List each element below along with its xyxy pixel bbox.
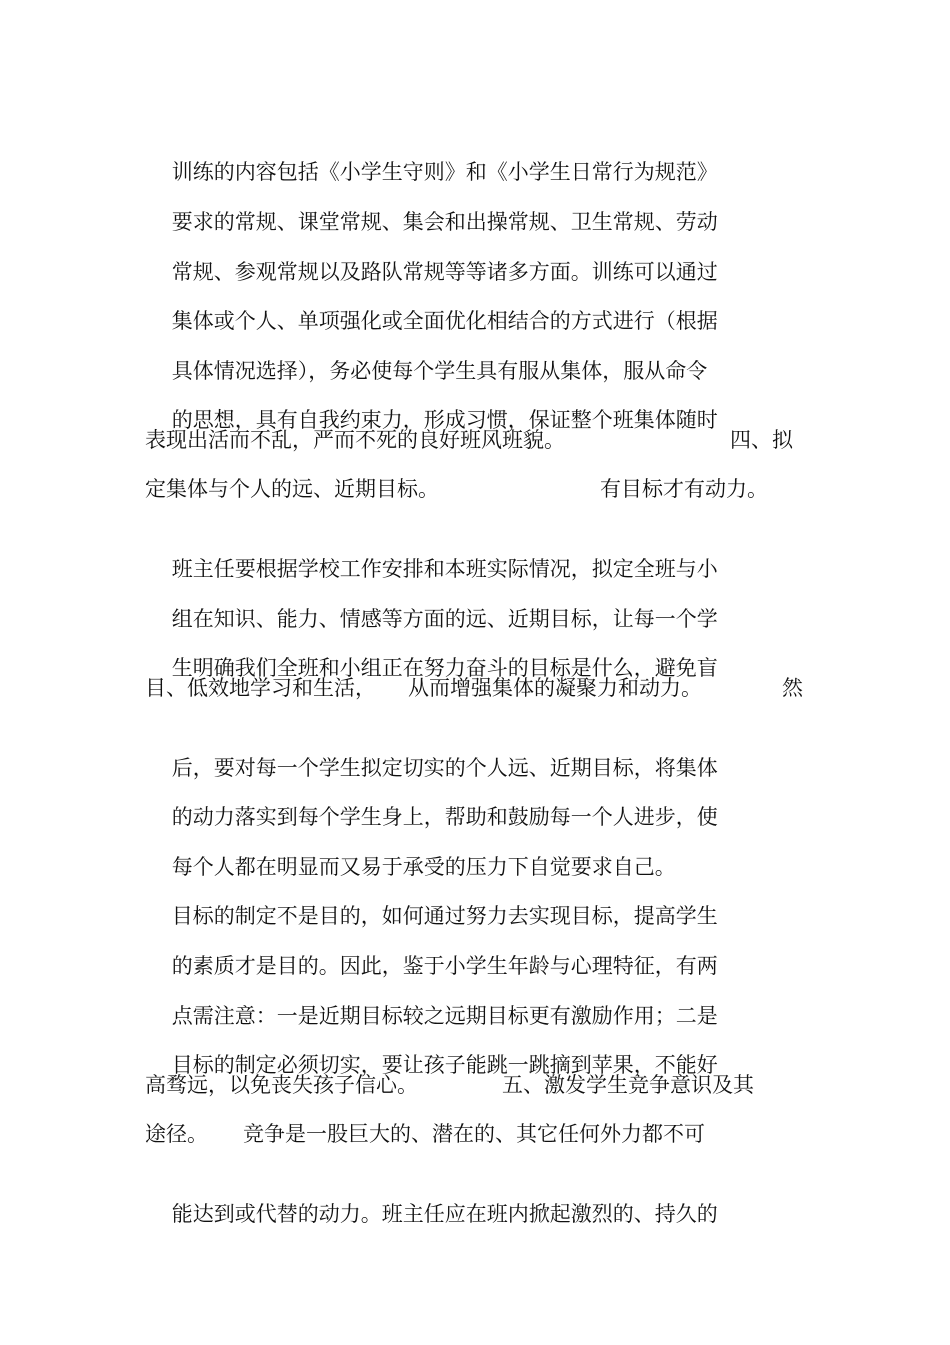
- text-line: [145, 822, 676, 879]
- text-line: [145, 1169, 718, 1226]
- text-line-content: 途径。: [145, 1122, 208, 1146]
- text-line-content: 班主任要根据学校工作安排和本班实际情况，拟定全班与小: [171, 557, 718, 581]
- text-line-content: 要求的常规、课堂常规、集会和出操常规、卫生常规、劳动: [171, 210, 718, 234]
- text-line-rest: 竞争是一股巨大的、潜在的、其它任何外力都不可: [243, 1122, 705, 1146]
- text-line-middle: 从而增强集体的凝聚力和动力。: [408, 676, 702, 700]
- text-line-content: 表现出活而不乱，严而不死的良好班风班貌。: [145, 428, 565, 452]
- text-line-content: 组在知识、能力、情感等方面的远、近期目标，让每一个学: [171, 607, 718, 631]
- text-line-content: 点需注意：一是近期目标较之远期目标更有激励作用；二是: [171, 1004, 718, 1028]
- text-line: [145, 276, 718, 333]
- text-line: [145, 623, 718, 680]
- text-line: [145, 673, 810, 703]
- text-line-content: 的动力落实到每个学生身上，帮助和鼓励每一个人进步，使: [171, 805, 718, 829]
- text-line: [145, 723, 718, 780]
- text-line-content: 集体或个人、单项强化或全面优化相结合的方式进行（根据: [171, 309, 718, 333]
- section-heading-five: 五、激发学生竞争意识及其: [502, 1073, 754, 1097]
- section-heading-four: 四、拟: [730, 428, 793, 452]
- text-line: [145, 425, 805, 455]
- text-line: [145, 1020, 718, 1077]
- text-line-end: 然: [782, 676, 803, 700]
- text-line: [145, 474, 785, 504]
- text-line-content: 训练的内容包括《小学生守则》和《小学生日常行为规范》: [171, 160, 718, 184]
- text-line-content: 定集体与个人的远、近期目标。: [145, 477, 439, 501]
- text-line: [145, 326, 708, 383]
- text-line: [145, 574, 718, 631]
- text-line: [145, 921, 718, 978]
- text-line: [145, 1119, 765, 1149]
- text-line-content: 目标的制定必须切实，要让孩子能跳一跳摘到苹果，不能好: [171, 1053, 718, 1077]
- text-line-content: 的素质才是目的。因此，鉴于小学生年龄与心理特征，有两: [171, 954, 718, 978]
- text-line: [145, 1070, 785, 1100]
- text-line: [145, 177, 718, 234]
- text-line-content: 生明确我们全班和小组正在努力奋斗的目标是什么，避免盲: [171, 656, 718, 680]
- text-line-content: 后，要对每一个学生拟定切实的个人远、近期目标，将集体: [171, 756, 718, 780]
- text-line: [145, 871, 718, 928]
- text-line-content: 的思想，具有自我约束力，形成习惯，保证整个班集体随时: [171, 408, 718, 432]
- text-line: [145, 375, 718, 432]
- text-line-content: 目、低效地学习和生活，: [145, 676, 376, 700]
- text-line: [145, 127, 718, 184]
- text-line-content: 能达到或代替的动力。班主任应在班内掀起激烈的、持久的: [171, 1202, 718, 1226]
- text-line-content: 高骛远，以免丧失孩子信心。: [145, 1073, 418, 1097]
- text-line-content: 常规、参观常规以及路队常规等等诸多方面。训练可以通过: [171, 260, 718, 284]
- text-line: [145, 971, 718, 1028]
- text-line: [145, 227, 718, 284]
- text-line: [145, 772, 718, 829]
- text-line-content: 目标的制定不是目的，如何通过努力去实现目标，提高学生: [171, 904, 718, 928]
- text-line-content: 具体情况选择），务必使每个学生具有服从集体，服从命令: [171, 359, 708, 383]
- text-line-content: 每个人都在明显而又易于承受的压力下自觉要求自己。: [171, 855, 676, 879]
- text-line: [145, 524, 718, 581]
- goal-sentence: 有目标才有动力。: [600, 477, 768, 501]
